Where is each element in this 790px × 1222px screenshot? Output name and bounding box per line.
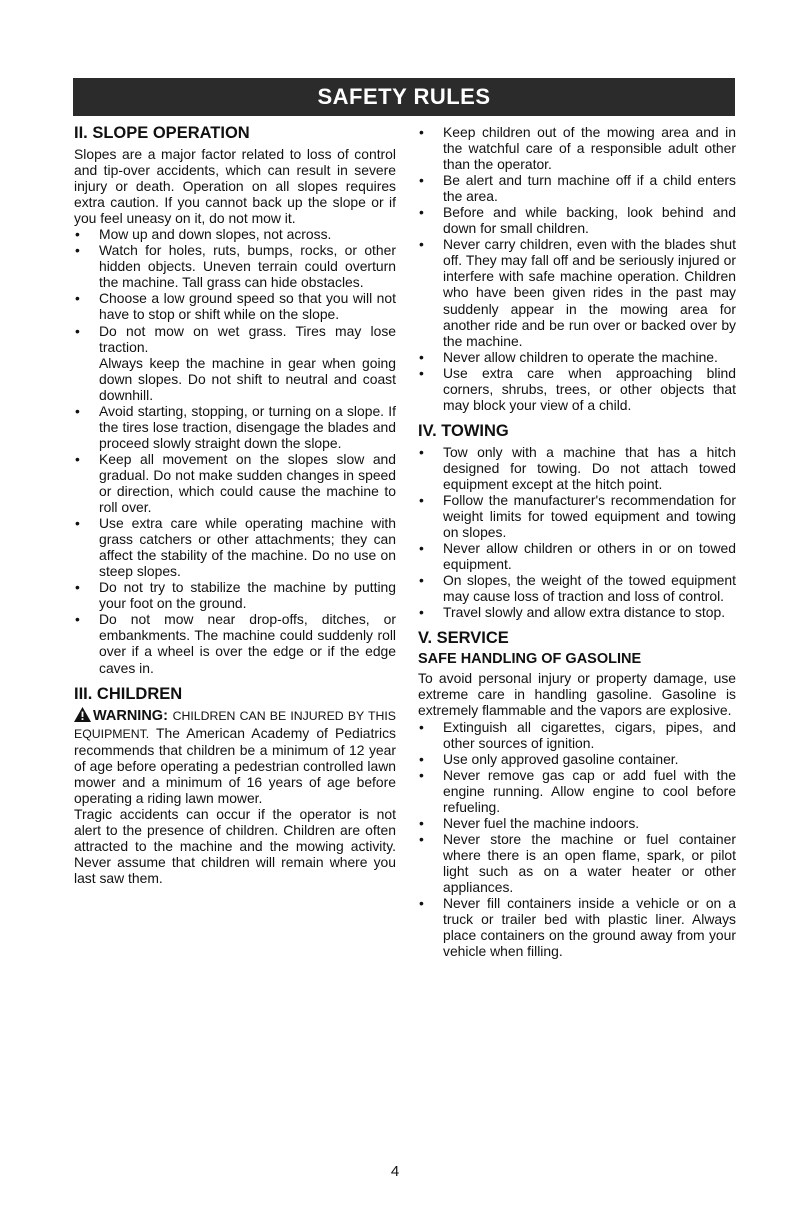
list-item: • Do not mow near drop-offs, ditches, or embankments. The machine could suddenly roll over if a wheel is over the edge or if the edge caves in.: [74, 611, 396, 675]
slope-intro: Slopes are a major factor related to loss of control and tip-over accidents, which can result in severe injury or death. Operation on all slopes requires extra caution. If you cannot back up the slope or if you feel uneasy on it, do not mow it.: [74, 146, 396, 227]
page-number: 4: [390, 1163, 400, 1180]
right-column: [418, 124, 736, 959]
list-item: • On slopes, the weight of the towed equipment may cause loss of traction and loss of control.: [418, 572, 736, 604]
slope-operation-heading: II. SLOPE OPERATION: [74, 124, 250, 142]
safety-rules-banner: [73, 78, 735, 116]
list-item: • Never carry children, even with the blades shut off. They may fall off and be seriously injured or interfere with safe machine operation. Children who have been given rides in the past may suddenly appear in the mowing area for another ride and be run over or backed over by the machine.: [418, 236, 736, 348]
list-item: • Avoid starting, stopping, or turning on a slope. If the tires lose traction, disengage the blades and proceed slowly straight down the slope.: [74, 403, 396, 451]
list-item: • Do not try to stabilize the machine by putting your foot on the ground.: [74, 579, 396, 611]
list-item: • Never allow children to operate the machine.: [418, 349, 736, 365]
list-item: Always keep the machine in gear when going down slopes. Do not shift to neutral and coast downhill.: [99, 354, 396, 403]
list-item: • Use extra care while operating machine with grass catchers or other attachments; they can affect the stability of the machine. Do no use on steep slopes.: [74, 515, 396, 579]
list-item: • Mow up and down slopes, not across.: [74, 226, 396, 242]
list-item: • Keep children out of the mowing area and in the watchful care of a responsible adult other than the operator.: [418, 124, 736, 172]
service-heading: V. SERVICE: [418, 629, 509, 648]
list-item: • Extinguish all cigarettes, cigars, pipes, and other sources of ignition.: [418, 719, 736, 751]
towing-heading: IV. TOWING: [418, 421, 509, 440]
list-item: • Travel slowly and allow extra distance to stop.: [418, 604, 736, 620]
list-item: • Watch for holes, ruts, bumps, rocks, or other hidden objects. Uneven terrain could overturn the machine. Tall grass can hide obstacles.: [74, 242, 396, 290]
left-column: [74, 124, 396, 886]
list-item: • Be alert and turn machine off if a child enters the area.: [418, 172, 736, 204]
list-item: • Never fuel the machine indoors.: [418, 815, 736, 831]
list-item: • Never fill containers inside a vehicle or on a truck or trailer bed with plastic liner. Always place containers on the ground away from your vehicle when filling.: [418, 895, 736, 959]
list-item: • Choose a low ground speed so that you will not have to stop or shift while on the slope.: [74, 290, 396, 322]
list-item: • Tow only with a machine that has a hitch designed for towing. Do not attach towed equipment except at the hitch point.: [418, 444, 736, 492]
gasoline-list: [418, 719, 736, 960]
banner-title: SAFETY RULES: [317, 84, 491, 109]
children-list: [418, 124, 736, 413]
list-item: • Use only approved gasoline container.: [418, 751, 736, 767]
gasoline-intro: To avoid personal injury or property damage, use extreme care in handling gasoline. Gasoline is extremely flammable and the vapors are explosive.: [418, 670, 736, 719]
slope-list: [74, 226, 396, 675]
children-heading: III. CHILDREN: [74, 684, 183, 703]
towing-list: [418, 444, 736, 621]
list-item: • Follow the manufacturer's recommendation for weight limits for towed equipment and towing on slopes.: [418, 492, 736, 540]
list-item: • Keep all movement on the slopes slow and gradual. Do not make sudden changes in speed or direction, which could cause the machine to roll over.: [74, 451, 396, 515]
list-item: • Never store the machine or fuel container where there is an open flame, spark, or pilot light such as on a water heater or other appliances.: [418, 831, 736, 895]
children-warning: [74, 707, 396, 806]
list-item: • Do not mow on wet grass. Tires may lose traction.: [74, 323, 396, 355]
warning-triangle-icon: [74, 707, 91, 725]
warning-label: WARNING:: [93, 707, 168, 724]
list-item: • Use extra care when approaching blind corners, shrubs, trees, or other objects that may block your view of a child.: [418, 365, 736, 413]
warning-caps: CHILDREN CAN BE INJURED BY THIS EQUIPMENT.: [74, 708, 396, 741]
list-item: • Never remove gas cap or add fuel with the engine running. Allow engine to cool before refueling.: [418, 767, 736, 815]
children-paragraph: Tragic accidents can occur if the operator is not alert to the presence of children. Children are often attracted to the machine and the mowing activity. Never assume that children will remain where you last saw them.: [74, 805, 396, 887]
list-item: • Never allow children or others in or on towed equipment.: [418, 540, 736, 572]
gasoline-subheading: SAFE HANDLING OF GASOLINE: [418, 651, 642, 668]
list-item: • Before and while backing, look behind and down for small children.: [418, 204, 736, 236]
warning-text: The American Academy of Pediatrics recommends that children be a minimum of 12 year of age before operating a pedestrian controlled lawn mower and a minimum of 16 years of age before operating a riding lawn mower.: [74, 724, 396, 806]
